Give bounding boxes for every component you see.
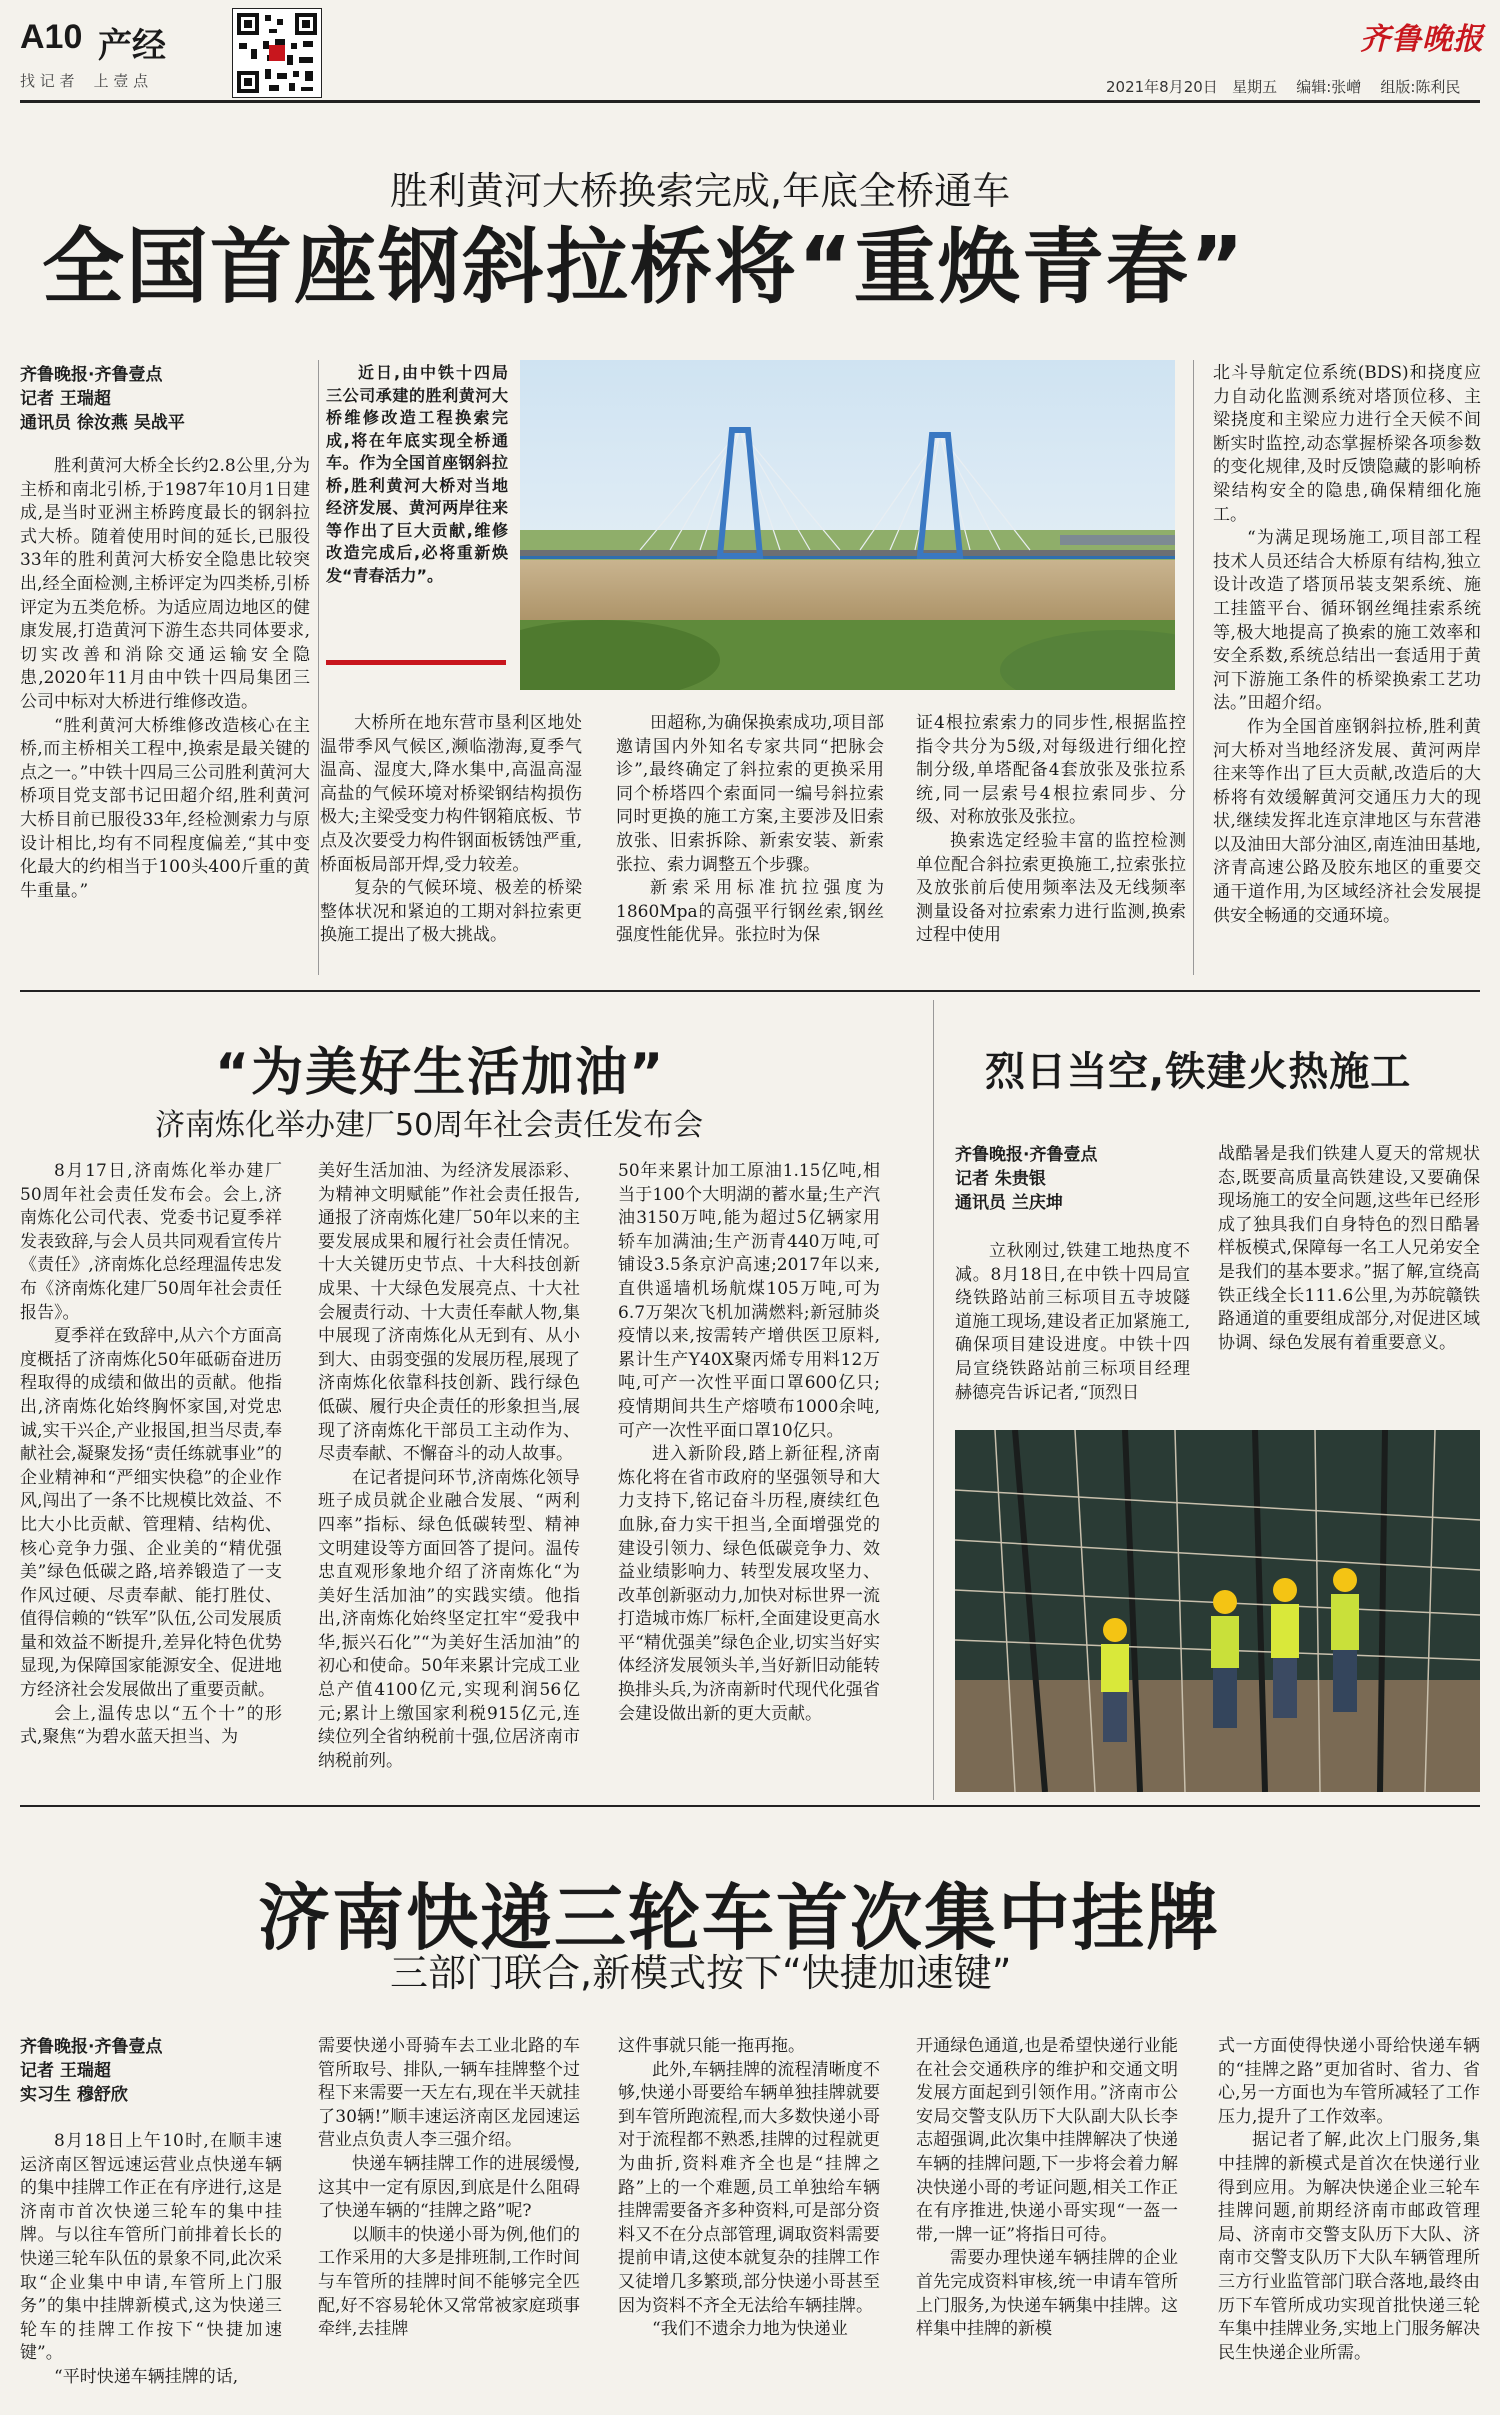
article4-subhead: 三部门联合,新模式按下“快捷加速键” (390, 1951, 1012, 1995)
byline-outlet: 齐鲁晚报·齐鲁壹点 (20, 2037, 163, 2057)
issue-info (1106, 76, 1460, 97)
article3-headline: 烈日当空,铁建火热施工 (985, 1049, 1412, 1095)
byline-correspondent: 通讯员 徐汝燕 吴战平 (20, 413, 185, 433)
article2-subhead: 济南炼化举办建厂50周年社会责任发布会 (155, 1108, 704, 1143)
railway-construction-photo (955, 1430, 1480, 1792)
byline-correspondent: 通讯员 兰庆坤 (955, 1193, 1063, 1213)
page-number: A10 (20, 18, 83, 56)
article2-column-3: 50年来累计加工原油1.15亿吨,相当于100个大明湖的蓄水量;生产汽油3150万吨,能为超过5亿辆家用轿车加满油;生产沥青440万吨,可铺设3.5条京沪高速;2017年以来,直供遥墙机场航煤105万吨,可为6.7万架次飞机加满燃料;新冠肺炎疫情以来,按需转产增供医卫原料,累计生产Y40X聚丙烯专用料12万吨,可产一次性平面口罩600亿只;疫情期间共生产熔喷布1000余吨,可产一次性平面口罩10亿只。 进入新阶段,踏上新征程,济南炼化将在省市政府的坚强领导和大力支持下,铭记奋斗历程,赓续红色血脉,奋力实干担当,全面增强党的建设引领力、绿色低碳竞争力、效益业绩影响力、转型发展攻坚力、改革创新驱动力,加快对标世界一流打造城市炼厂标杆,全面建设更高水平“精优强美”绿色企业,切实当好实体经济发展领头羊,当好新旧动能转换排头兵,为济南新时代现代化强省会建设做出新的更大贡献。 (618, 1161, 880, 1724)
paper-logo[interactable]: 齐鲁晚报 (1360, 22, 1484, 57)
byline-outlet: 齐鲁晚报·齐鲁壹点 (955, 1145, 1098, 1165)
editor-credit: 编辑:张嶒 (1296, 78, 1362, 96)
article3-column-2: 战酷暑是我们铁建人夏天的常规状态,既要高质量高铁建设,又要确保现场施工的安全问题,这些年已经形成了独具我们自身特色的烈日酷暑样板模式,保障每一名工人兄弟安全是我们的基本要求。”据了解,宣绕高铁正线全长111.6公里,为苏皖赣铁路通道的重要组成部分,对促进区域协调、绿色发展有着重要意义。 (1218, 1144, 1480, 1353)
article1-column-4: 证4根拉索索力的同步性,根据监控指令共分为5级,对每级进行细化控制分级,单塔配备4套放张及张拉系统,同一层索号4根拉索同步、分级、对称放张及张拉。 换索选定经验丰富的监控检测单位配合斜拉索更换施工,拉索张拉及放张前后使用频率法及无线频率测量设备对拉索索力进行监测,换索过程中使用 (916, 713, 1186, 946)
article1-column-2: 大桥所在地东营市垦利区地处温带季风气候区,濒临渤海,夏季气温高、湿度大,降水集中,高温高湿高盐的气候环境对桥梁钢结构损伤极大;主梁受变力构件钢箱底板、节点及次要受力构件钢面板锈蚀严重,桥面板局部开焊,受力较差。 复杂的气候环境、极差的桥梁整体状况和紧迫的工期对斜拉索更换施工提出了极大挑战。 (320, 713, 582, 946)
slogan: 找 记 者 上 壹 点 (20, 72, 149, 90)
byline-outlet: 齐鲁晚报·齐鲁壹点 (20, 365, 163, 385)
section-rule (20, 990, 1480, 992)
article4-column-5: 式一方面使得快递小哥给快递车辆的“挂牌之路”更加省时、省力、省心,另一方面也为车管所减轻了工作压力,提升了工作效率。 据记者了解,此次上门服务,集中挂牌的新模式是首次在快递行业得到应用。为解决快递企业三轮车挂牌问题,前期经济南市邮政管理局、济南市交警支队历下大队、济南市交警支队历下大队车辆管理所三方行业监管部门联合落地,最终由历下车管所成功实现首批快递三轮车集中挂牌业务,实地上门服务解决民生快递企业所需。 (1218, 2036, 1480, 2363)
article3-byline (955, 1143, 1190, 1215)
article4-byline (20, 2035, 282, 2107)
section-name: 产经 (98, 26, 166, 66)
byline-reporter: 记者 朱贵银 (955, 1169, 1046, 1189)
column-divider (318, 360, 319, 975)
column-divider (1193, 360, 1194, 975)
article4-headline: 济南快递三轮车首次集中挂牌 (258, 1876, 1221, 1960)
issue-date: 2021年8月20日 (1106, 78, 1218, 96)
masthead (0, 0, 1500, 105)
article4-column-4: 开通绿色通道,也是希望快递行业能在社会交通秩序的维护和交通文明发展方面起到引领作用。”济南市公安局交警支队历下大队副大队长李志超强调,此次集中挂牌解决了快递车辆的挂牌问题,下一步将会着力解决快递小哥的考证问题,相关工作正在有序推进,快递小哥实现“一盔一带,一牌一证”将指日可待。 需要办理快递车辆挂牌的企业首先完成资料审核,统一申请车管所上门服务,为快递车辆集中挂牌。这样集中挂牌的新模 (916, 2036, 1178, 2340)
article3-column-1: 立秋刚过,铁建工地热度不减。8月18日,在中铁十四局宣绕铁路站前三标项目五寺坡隧道施工现场,建设者正加紧施工,确保项目建设进度。中铁十四局宣绕铁路站前三标项目经理赫德亮告诉记者,“顶烈日 (955, 1241, 1190, 1403)
caption-accent-bar (326, 660, 506, 665)
byline-intern: 实习生 穆舒欣 (20, 2085, 128, 2105)
layout-credit: 组版:陈利民 (1380, 78, 1461, 96)
qr-code-icon[interactable] (232, 8, 322, 98)
article1-headline: 全国首座钢斜拉桥将“重焕青春” (42, 220, 1246, 315)
article2-headline: “为美好生活加油” (215, 1043, 666, 1103)
article2-column-1: 8月17日,济南炼化举办建厂50周年社会责任发布会。会上,济南炼化公司代表、党委书记夏季祥发表致辞,与会人员共同观看宣传片《责任》,济南炼化总经理温传忠发布《济南炼化建厂50周年社会责任报告》。 夏季祥在致辞中,从六个方面高度概括了济南炼化50年砥砺奋进历程取得的成绩和做出的贡献。他指出,济南炼化始终胸怀家国,对党忠诚,实干兴企,产业报国,担当尽责,奉献社会,凝聚发扬“责任练就事业”的企业精神和“严细实快稳”的企业作风,闯出了一条不比规模比效益、不比大小比贡献、管理精、结构优、核心竞争力强、企业美的“精优强美”绿色低碳之路,培养锻造了一支作风过硬、尽责奉献、能打胜仗、值得信赖的“铁军”队伍,公司发展质量和效益不断提升,差异化特色优势显现,为保障国家能源安全、促进地方经济社会发展做出了重要贡献。 会上,温传忠以“五个十”的形式,聚焦“为碧水蓝天担当、为 (20, 1161, 282, 1748)
byline-reporter: 记者 王瑞超 (20, 389, 111, 409)
section-rule (20, 1805, 1480, 1807)
article1-column-5: 北斗导航定位系统(BDS)和挠度应力自动化监测系统对塔顶位移、主梁挠度和主梁应力进行全天候不间断实时监控,动态掌握桥梁各项参数的变化规律,及时反馈隐藏的影响桥梁结构安全的隐患,确保精细化施工。 “为满足现场施工,项目部工程技术人员还结合大桥原有结构,独立设计改造了塔顶吊装支架系统、施工挂篮平台、循环钢丝绳挂索系统等,极大地提高了换索的施工效率和安全系数,系统总结出一套适用于黄河下游施工条件的桥梁换索工艺功法。”田超介绍。 作为全国首座钢斜拉桥,胜利黄河大桥对当地经济发展、黄河两岸往来等作出了巨大贡献,改造后的大桥将有效缓解黄河交通压力大的现状,继续发挥北连京津地区与东营港以及油田大部分油区,南连油田基地,济青高速公路及胶东地区的重要交通干道作用,为区域经济社会发展提供安全畅通的交通环境。 (1213, 363, 1481, 926)
article1-column-3: 田超称,为确保换索成功,项目部邀请国内外知名专家共同“把脉会诊”,最终确定了斜拉索的更换采用同个桥塔四个索面同一编号斜拉索同时更换的施工方案,主要涉及旧索放张、旧索拆除、新索安装、新索张拉、索力调整五个步骤。 新索采用标准抗拉强度为1860Mpa的高强平行钢丝索,钢丝强度性能优异。张拉时为保 (616, 713, 884, 946)
byline-reporter: 记者 王瑞超 (20, 2061, 111, 2081)
issue-weekday: 星期五 (1232, 78, 1278, 96)
article2-column-2: 美好生活加油、为经济发展添彩、为精神文明赋能”作社会责任报告,通报了济南炼化建厂50年以来的主要发展成果和履行社会责任情况。十大关键历史节点、十大科技创新成果、十大绿色发展亮点、十大社会履责行动、十大责任奉献人物,集中展现了济南炼化从无到有、从小到大、由弱变强的发展历程,展现了济南炼化依靠科技创新、践行绿色低碳、履行央企责任的形象担当,展现了济南炼化干部员工主动作为、尽责奉献、不懈奋斗的动人故事。 在记者提问环节,济南炼化领导班子成员就企业融合发展、“两利四率”指标、绿色低碳转型、精神文明建设等方面回答了提问。温传忠直观形象地介绍了济南炼化“为美好生活加油”的实践实绩。他指出,济南炼化始终坚定扛牢“爱我中华,振兴石化”“为美好生活加油”的初心和使命。50年来累计完成工业总产值4100亿元,实现利润56亿元;累计上缴国家利税915亿元,连续位列全省纳税前十强,位居济南市纳税前列。 (318, 1161, 580, 1771)
article1-photo-caption: 近日,由中铁十四局三公司承建的胜利黄河大桥维修改造工程换索完成,将在年底实现全桥通车。作为全国首座钢斜拉桥,胜利黄河大桥对当地经济发展、黄河两岸往来等作出了巨大贡献,维修改造完成后,必将重新焕发“青春活力”。 (326, 363, 508, 585)
column-divider (933, 1000, 934, 1800)
article4-column-3: 这件事就只能一拖再拖。 此外,车辆挂牌的流程清晰度不够,快递小哥要给车辆单独挂牌就要到车管所跑流程,而大多数快递小哥对于流程都不熟悉,挂牌的过程就更为曲折,资料难齐全也是“挂牌之路”上的一个难题,员工单独给车辆挂牌需要备齐多种资料,可是部分资料又不在分点部管理,调取资料需要提前申请,这使本就复杂的挂牌工作又徒增几多繁琐,部分快递小哥甚至因为资料不齐全无法给车辆挂牌。 “我们不遗余力地为快递业 (618, 2036, 880, 2340)
article1-kicker: 胜利黄河大桥换索完成,年底全桥通车 (390, 169, 1011, 213)
article4-column-2: 需要快递小哥骑车去工业北路的车管所取号、排队,一辆车挂牌整个过程下来需要一天左右,现在半天就挂了30辆!”顺丰速运济南区龙园速运营业点负责人李三强介绍。 快递车辆挂牌工作的进展缓慢,这其中一定有原因,到底是什么阻碍了快递车辆的“挂牌之路”呢? 以顺丰的快递小哥为例,他们的工作采用的大多是排班制,工作时间与车管所的挂牌时间不能够完全匹配,好不容易轮休又常常被家庭琐事牵绊,去挂牌 (318, 2036, 580, 2340)
masthead-rule (20, 100, 1480, 103)
article4-column-1: 8月18日上午10时,在顺丰速运济南区智远速运营业点快递车辆的集中挂牌工作正在有序进行,这是济南市首次快递三轮车的集中挂牌。与以往车管所门前排着长长的快递三轮车队伍的景象不同,此次采取“企业集中申请,车管所上门服务”的集中挂牌新模式,这为快递三轮车的挂牌工作按下“快捷加速键”。 “平时快递车辆挂牌的话, (20, 2131, 282, 2387)
article1-column-1: 胜利黄河大桥全长约2.8公里,分为主桥和南北引桥,于1987年10月1日建成,是当时亚洲主桥跨度最长的钢斜拉式大桥。随着使用时间的延长,已服役33年的胜利黄河大桥安全隐患比较突出,经全面检测,主桥评定为四类桥,引桥评定为五类危桥。为适应周边地区的健康发展,打造黄河下游生态共同体要求,切实改善和消除交通运输安全隐患,2020年11月由中铁十四局集团三公司中标对大桥进行维修改造。 “胜利黄河大桥维修改造核心在主桥,而主桥相关工程中,换索是最关键的点之一。”中铁十四局三公司胜利黄河大桥项目党支部书记田超介绍,胜利黄河大桥目前已服役33年,经检测索力与原设计相比,均有不同程度偏差,“其中变化最大的约相当于100头400斤重的黄牛重量。” (20, 456, 310, 901)
bridge-photo (520, 360, 1175, 690)
article1-byline (20, 363, 310, 435)
